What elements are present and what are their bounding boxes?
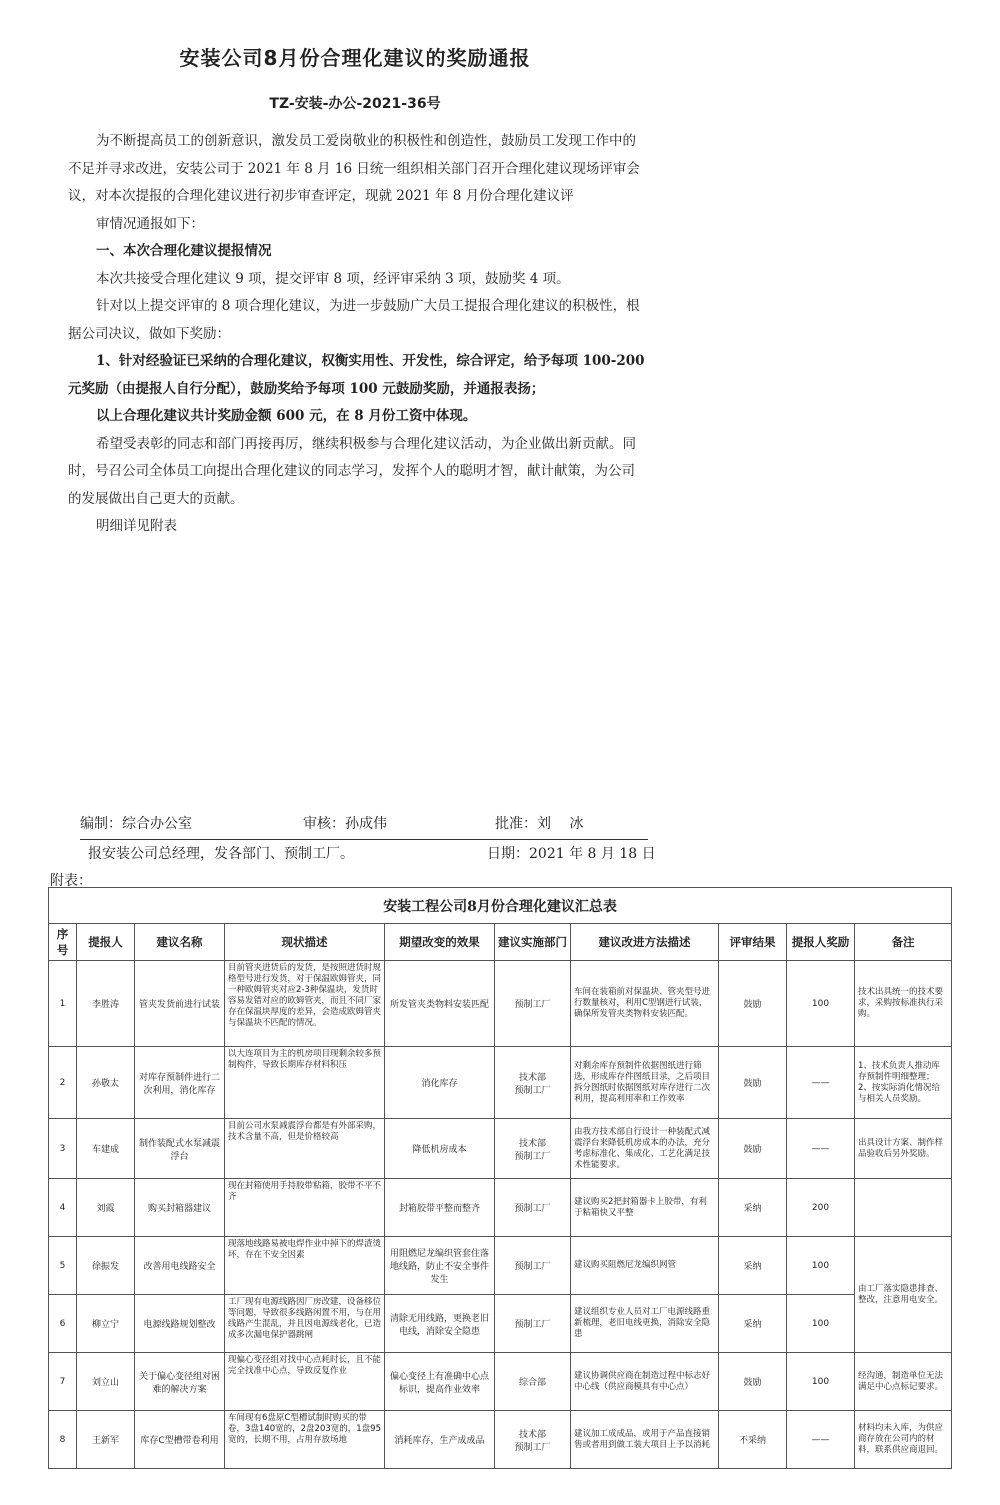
col-header: 提报人 xyxy=(77,924,135,961)
table-row xyxy=(49,1179,952,1237)
cell-dept: 预制工厂 xyxy=(495,961,571,1047)
cell-person: 李胜涛 xyxy=(77,961,135,1047)
cell-name: 改善用电线路安全 xyxy=(135,1237,225,1295)
cell-method: 建议组织专业人员对工厂电源线路重新梳理，老旧电线更换，消除安全隐患 xyxy=(571,1295,719,1353)
cell-note: 材料均未入库，为供应商存放在公司内的材料，联系供应商退回。 xyxy=(855,1411,952,1469)
cell-effect: 偏心变径上有准确中心点标识，提高作业效率 xyxy=(385,1353,495,1411)
approved-by: 批准：刘 冰 xyxy=(495,816,584,832)
cell-note: 技术出具统一的技术要求，采购按标准执行采购。 xyxy=(855,961,952,1047)
cell-dept: 预制工厂 xyxy=(495,1179,571,1237)
cell-reward: —— xyxy=(787,1411,855,1469)
summary-table xyxy=(48,887,952,1469)
col-header: 备注 xyxy=(855,924,952,961)
cell-effect: 降低机房成本 xyxy=(385,1119,495,1179)
cell-method: 建议加工成成品，或用于产品直接销售或者用到做工装大项目上予以消耗 xyxy=(571,1411,719,1469)
cell-method: 对剩余库存预制件依据图纸进行筛选，形成库存件图纸目录，之后项目拆分图纸时依据图纸对库存进行二次利用，提高利用率和工作效率 xyxy=(571,1047,719,1119)
reviewed-by: 审核：孙成伟 xyxy=(303,816,387,832)
cell-method: 建议协调供应商在制造过程中标志好中心线（供应商模具有中心点） xyxy=(571,1353,719,1411)
table-row xyxy=(49,1047,952,1119)
paragraph-count: 本次共接受合理化建议 9 项，提交评审 8 项，经评审采纳 3 项，鼓励奖 4 项。 xyxy=(96,270,570,287)
cell-person: 车建成 xyxy=(77,1119,135,1179)
cell-person: 徐振发 xyxy=(77,1237,135,1295)
cell-reward: —— xyxy=(787,1119,855,1179)
cell-reward: 200 xyxy=(787,1179,855,1237)
cell-dept: 预制工厂 xyxy=(495,1295,571,1353)
cell-effect: 清除无用线路，更换老旧电线，消除安全隐患 xyxy=(385,1295,495,1353)
cell-person: 刘霞 xyxy=(77,1179,135,1237)
paragraph-decision: 针对以上提交评审的 8 项合理化建议，为进一步鼓励广大员工提报合理化建议的积极性，根据公司决议，做如下奖励： xyxy=(68,298,640,342)
section-heading: 一、本次合理化建议提报情况 xyxy=(96,243,272,259)
table-title: 安装工程公司8月份合理化建议汇总表 xyxy=(49,888,952,924)
prepared-by: 编制：综合办公室 xyxy=(80,816,192,832)
issue-date: 日期：2021 年 8 月 18 日 xyxy=(487,846,656,862)
paragraph-total: 以上合理化建议共计奖励金额 600 元，在 8 月份工资中体现。 xyxy=(96,408,477,424)
cell-result: 不采纳 xyxy=(719,1411,787,1469)
cell-note xyxy=(855,1179,952,1237)
table-row xyxy=(49,1237,952,1295)
cell-status: 以大连项目为主的机房项目现剩余较多预制构件，导致长期库存材料积压 xyxy=(225,1047,385,1119)
cell-no: 2 xyxy=(49,1047,77,1119)
cell-person: 柳立宁 xyxy=(77,1295,135,1353)
cell-reward: —— xyxy=(787,1047,855,1119)
cell-name: 购买封箱器建议 xyxy=(135,1179,225,1237)
cell-reward: 100 xyxy=(787,1295,855,1353)
col-header: 建议改进方法描述 xyxy=(571,924,719,961)
notice-body xyxy=(68,128,646,541)
cell-status: 现落地线路易被电焊作业中掉下的焊渣烫坏，存在不安全因素 xyxy=(225,1237,385,1295)
cell-name: 关于偏心变径组对困难的解决方案 xyxy=(135,1353,225,1411)
cell-no: 3 xyxy=(49,1119,77,1179)
cell-name: 制作装配式水泵减震浮台 xyxy=(135,1119,225,1179)
cell-no: 1 xyxy=(49,961,77,1047)
col-header: 提报人奖励 xyxy=(787,924,855,961)
table-row xyxy=(49,1119,952,1179)
table-row xyxy=(49,961,952,1047)
cell-reward: 100 xyxy=(787,961,855,1047)
col-header: 评审结果 xyxy=(719,924,787,961)
cell-reward: 100 xyxy=(787,1237,855,1295)
table-row xyxy=(49,1295,952,1353)
cell-no: 7 xyxy=(49,1353,77,1411)
cell-dept: 技术部 预制工厂 xyxy=(495,1411,571,1469)
cell-dept: 技术部 预制工厂 xyxy=(495,1047,571,1119)
document-number: TZ-安装-办公-2021-36号 xyxy=(269,96,441,112)
cell-method: 建议购买阻燃尼龙编织网管 xyxy=(571,1237,719,1295)
cell-name: 对库存预制件进行二次利用，消化库存 xyxy=(135,1047,225,1119)
cell-status: 现偏心变径组对找中心点耗时长，且不能完全找准中心点，导致反复作业 xyxy=(225,1353,385,1411)
distribution-list: 报安装公司总经理，发各部门、预制工厂。 xyxy=(88,846,354,862)
cell-person: 刘立山 xyxy=(77,1353,135,1411)
cell-name: 管夹发货前进行试装 xyxy=(135,961,225,1047)
cell-status: 车间现有6盘原C型槽试制时购买的带卷，3盘140宽的，2盘203宽的，1盘95宽的，长期不用，占用存放场地 xyxy=(225,1411,385,1469)
cell-note: 由工厂落实隐患排查、整改，注意用电安全。 xyxy=(855,1237,952,1353)
cell-result: 采纳 xyxy=(719,1237,787,1295)
cell-effect: 消耗库存，生产成成品 xyxy=(385,1411,495,1469)
page-title: 安装公司8月份合理化建议的奖励通报 xyxy=(179,46,531,70)
cell-status: 工厂现有电源线路因厂房改建，设备移位等问题，导致很多线路闲置不用，与在用线路产生混乱，并且因电源线老化，已造成多次漏电保护器跳闸 xyxy=(225,1295,385,1353)
cell-method: 车间在装箱前对保温块、管夹型号进行数量核对，利用C型钢进行试装，确保所发管夹类物料安装匹配。 xyxy=(571,961,719,1047)
cell-result: 鼓励 xyxy=(719,961,787,1047)
cell-result: 采纳 xyxy=(719,1179,787,1237)
col-header: 现状描述 xyxy=(225,924,385,961)
paragraph-intro: 为不断提高员工的创新意识，激发员工爱岗敬业的积极性和创造性，鼓励员工发现工作中的不足并寻求改进，安装公司于 2021 年 8 月 16 日统一组织相关部门召开合理化建议现场评审会议，对本次提报的合理化建议进行初步审查评定，现就 2021 年 8 月份合理化建议评 xyxy=(68,133,640,204)
col-header: 建议实施部门 xyxy=(495,924,571,961)
paragraph-encourage: 希望受表彰的同志和部门再接再厉，继续积极参与合理化建议活动，为企业做出新贡献。同时，号召公司全体员工向提出合理化建议的同志学习，发挥个人的聪明才智，献计献策，为公司的发展做出自己更大的贡献。 xyxy=(68,435,636,507)
signature-line xyxy=(80,813,648,840)
attachment-label: 附表： xyxy=(50,873,92,889)
cell-effect: 消化库存 xyxy=(385,1047,495,1119)
cell-status: 目前公司水泵减震浮台都是有外部采购，技术含量不高，但是价格较高 xyxy=(225,1119,385,1179)
cell-person: 王新军 xyxy=(77,1411,135,1469)
col-header: 期望改变的效果 xyxy=(385,924,495,961)
cell-dept: 预制工厂 xyxy=(495,1237,571,1295)
cell-result: 鼓励 xyxy=(719,1353,787,1411)
cell-effect: 用阻燃尼龙编织管套住落地线路，防止不安全事件发生 xyxy=(385,1237,495,1295)
cell-note: 经沟通，制造单位无法满足中心点标记要求。 xyxy=(855,1353,952,1411)
cell-result: 鼓励 xyxy=(719,1119,787,1179)
cell-note: 出具设计方案、制作样品验收后另外奖励。 xyxy=(855,1119,952,1179)
cell-reward: 100 xyxy=(787,1353,855,1411)
cell-note: 1、技术负责人推动库存预制件明细整理； 2、按实际消化情况给与相关人员奖励。 xyxy=(855,1047,952,1119)
cell-status: 目前管夹进货后的发货，是按照进货时规格型号进行发货，对于保温欧姆管夹，同一种欧姆管夹对应2-3种保温块，发货时容易发错对应的欧姆管夹，而且不同厂家存在保温块厚度的差异，会造成欧姆管夹与保温块不匹配的情况。 xyxy=(225,961,385,1047)
cell-no: 4 xyxy=(49,1179,77,1237)
col-header: 建议名称 xyxy=(135,924,225,961)
cell-status: 现在封箱使用手持胶带粘箱，胶带不平不齐 xyxy=(225,1179,385,1237)
cell-person: 孙敬太 xyxy=(77,1047,135,1119)
col-header: 序号 xyxy=(49,924,77,961)
cell-no: 5 xyxy=(49,1237,77,1295)
cell-no: 6 xyxy=(49,1295,77,1353)
paragraph-see-attachment: 明细详见附表 xyxy=(96,518,177,534)
cell-no: 8 xyxy=(49,1411,77,1469)
table-header-row xyxy=(49,924,952,961)
table-row xyxy=(49,1353,952,1411)
table-row xyxy=(49,1411,952,1469)
cell-effect: 所发管夹类物料安装匹配 xyxy=(385,961,495,1047)
cell-result: 采纳 xyxy=(719,1295,787,1353)
paragraph-reward-rule: 1、针对经验证已采纳的合理化建议，权衡实用性、开发性，综合评定，给予每项 100-200 元奖励（由提报人自行分配），鼓励奖给予每项 100 元鼓励奖励，并通报表扬； xyxy=(68,353,645,397)
cell-result: 鼓励 xyxy=(719,1047,787,1119)
cell-name: 电源线路规划整改 xyxy=(135,1295,225,1353)
cell-method: 由我方技术部自行设计一种装配式减震浮台来降低机房成本的办法，充分考虑标准化、集成化、工艺化满足技术性能要求。 xyxy=(571,1119,719,1179)
cell-dept: 技术部 预制工厂 xyxy=(495,1119,571,1179)
cell-dept: 综合部 xyxy=(495,1353,571,1411)
cell-method: 建议购买2把封箱器卡上胶带，有利于粘箱快又平整 xyxy=(571,1179,719,1237)
cell-effect: 封箱胶带平整而整齐 xyxy=(385,1179,495,1237)
paragraph-intro-cont: 审情况通报如下： xyxy=(96,215,204,232)
cell-name: 库存C型槽带卷利用 xyxy=(135,1411,225,1469)
